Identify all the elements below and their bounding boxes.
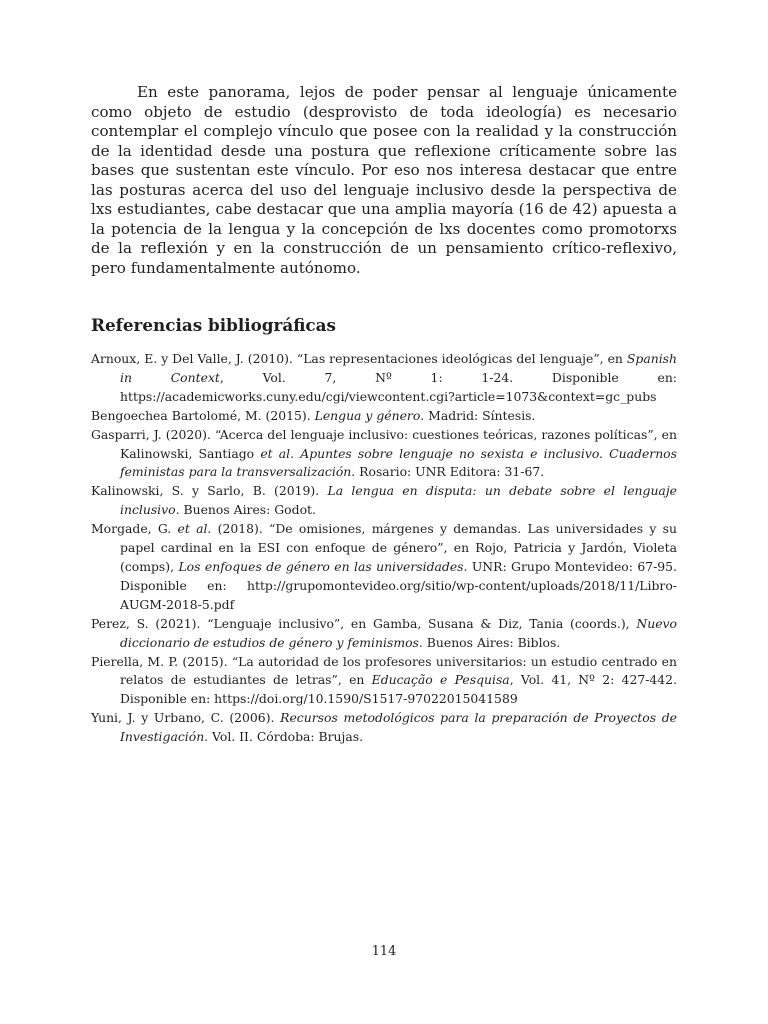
reference-item: Kalinowski, S. y Sarlo, B. (2019). La lengua en disputa: un debate sobre el lenguaje inclusivo. Buenos Aires: Godot. [91,483,677,518]
reference-item: Arnoux, E. y Del Valle, J. (2010). “Las representaciones ideológicas del lenguaje”, en Spanish in Context, Vol. 7, Nº 1: 1-24. Disponible en: https://academicworks.cuny.edu/cgi/viewcontent.cgi?article=1073&context=gc_pubs [91,351,677,404]
document-page [91,0,677,1024]
references-list [91,350,677,747]
reference-item: Pierella, M. P. (2015). “La autoridad de los profesores universitarios: un estudio centrado en relatos de estudiantes de letras”, en Educação e Pesquisa, Vol. 41, Nº 2: 427-442. Disponible en: https://doi.org/10.1590/S1517-97022015041589 [91,653,677,707]
reference-item: Morgade, G. et al. (2018). “De omisiones, márgenes y demandas. Las universidades y su papel cardinal en la ESI con enfoque de género”, en Rojo, Patricia y Jardón, Violeta (comps), Los enfoques de género en las universidades. UNR: Grupo Montevideo: 67-95. Disponible en: http://grupomontevideo.org/sitio/wp-content/uploads/2018/11/Libro-AUGM-2018-5.pdf [91,521,677,612]
reference-item: Bengoechea Bartolomé, M. (2015). Lengua y género. Madrid: Síntesis. [91,407,536,423]
reference-item: Perez, S. (2021). “Lenguaje inclusivo”, en Gamba, Susana & Diz, Tania (coords.), Nuevo diccionario de estudios de género y feminismos. Buenos Aires: Biblos. [91,615,677,650]
page-number: 114 [371,944,397,959]
reference-item: Gasparri, J. (2020). “Acerca del lenguaje inclusivo: cuestiones teóricas, razones políticas”, en Kalinowski, Santiago et al. Apuntes sobre lenguaje no sexista e inclusivo. Cuadernos feministas para la transversalización. Rosario: UNR Editora: 31-67. [91,426,677,480]
reference-item: Yuni, J. y Urbano, C. (2006). Recursos metodológicos para la preparación de Proyectos de Investigación. Vol. II. Córdoba: Brujas. [91,710,677,745]
body-paragraph: En este panorama, lejos de poder pensar al lenguaje únicamente como objeto de estudio (desprovisto de toda ideología) es necesario contemplar el complejo vínculo que posee con la realidad y la construcción de la identidad desde una postura que reflexione críticamente sobre las bases que sustentan este vínculo. Por eso nos interesa destacar que entre las posturas acerca del uso del lenguaje inclusivo desde la perspectiva de lxs estudiantes, cabe destacar que una amplia mayoría (16 de 42) apuesta a la potencia de la lengua y la concepción de lxs docentes como promotorxs de la reflexión y en la construcción de un pensamiento crítico-reflexivo, pero fundamentalmente autónomo. [91,83,677,277]
references-heading: Referencias bibliográficas [91,315,336,335]
